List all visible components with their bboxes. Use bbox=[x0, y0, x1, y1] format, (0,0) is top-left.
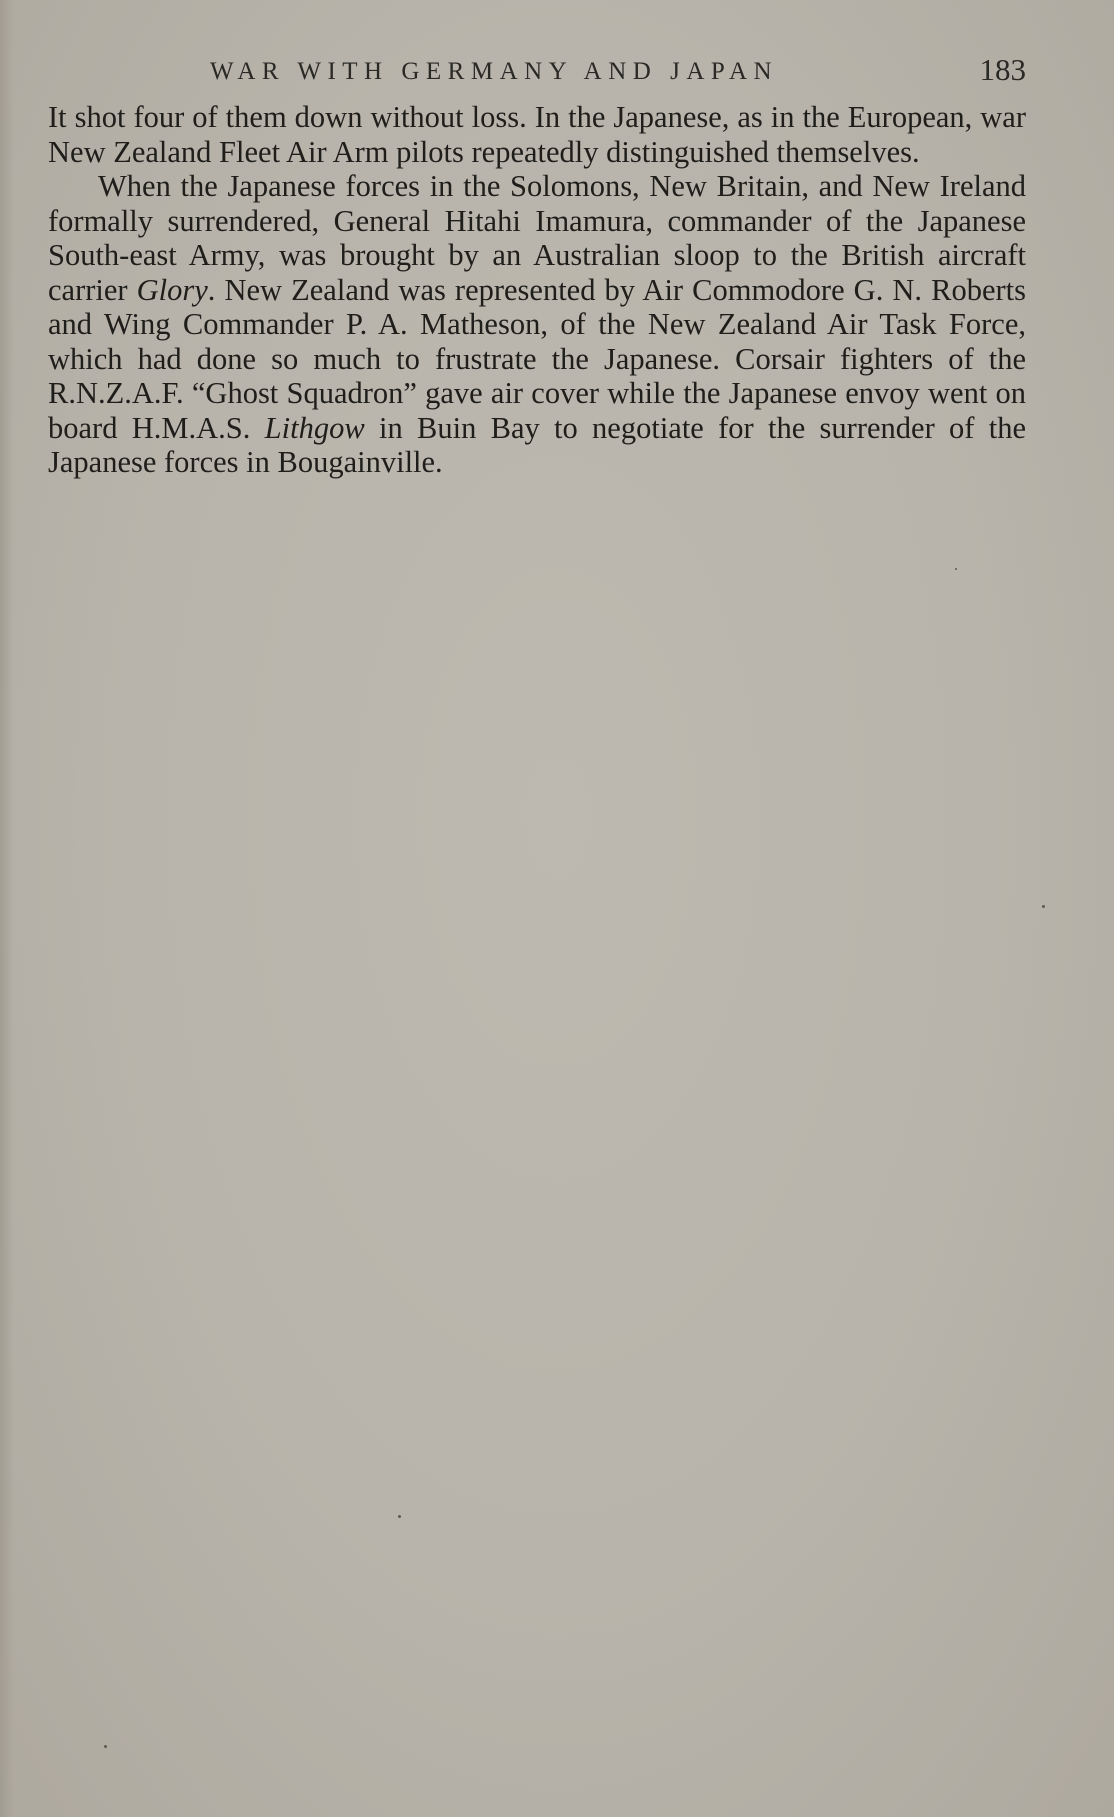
paragraph-2-part-c: in Buin Bay to negotiate for the surrender of the Japanese forces in Bougainville. bbox=[48, 410, 1026, 479]
paper-speck bbox=[955, 568, 957, 570]
paragraph-1: It shot four of them down without loss. In the Japanese, as in the European, war New Zealand Fleet Air Arm pilots repeatedly distinguished themselves. bbox=[48, 100, 1026, 169]
paragraph-2 bbox=[48, 169, 1026, 480]
paper-speck bbox=[1042, 905, 1045, 908]
ship-name-glory: Glory bbox=[136, 272, 208, 307]
paragraph-2-part-b: . New Zealand was represented by Air Commodore G. N. Roberts and Wing Commander P. A. Matheson, of the New Zealand Air Task Force, which had done so much to frustrate the Japanese. Corsair fighters of the R.N.Z.A.F. “Ghost Squadron” gave air cover while the Japanese envoy went on board H.M.A.S. bbox=[48, 272, 1026, 445]
page-number: 183 bbox=[979, 52, 1026, 87]
page-edge-shadow bbox=[0, 0, 14, 1817]
page-header bbox=[48, 52, 1042, 88]
ship-name-lithgow: Lithgow bbox=[264, 410, 365, 445]
paragraph-2-part-a: When the Japanese forces in the Solomons, New Britain, and New Ireland formally surrendered, General Hitahi Imamura, commander of the Japanese South-east Army, was brought by an Australian sloop to the British aircraft carrier bbox=[48, 169, 1026, 307]
paper-speck bbox=[398, 1515, 401, 1518]
body-text bbox=[48, 100, 1026, 480]
running-head: WAR WITH GERMANY AND JAPAN bbox=[210, 58, 779, 85]
paper-speck bbox=[104, 1745, 107, 1748]
